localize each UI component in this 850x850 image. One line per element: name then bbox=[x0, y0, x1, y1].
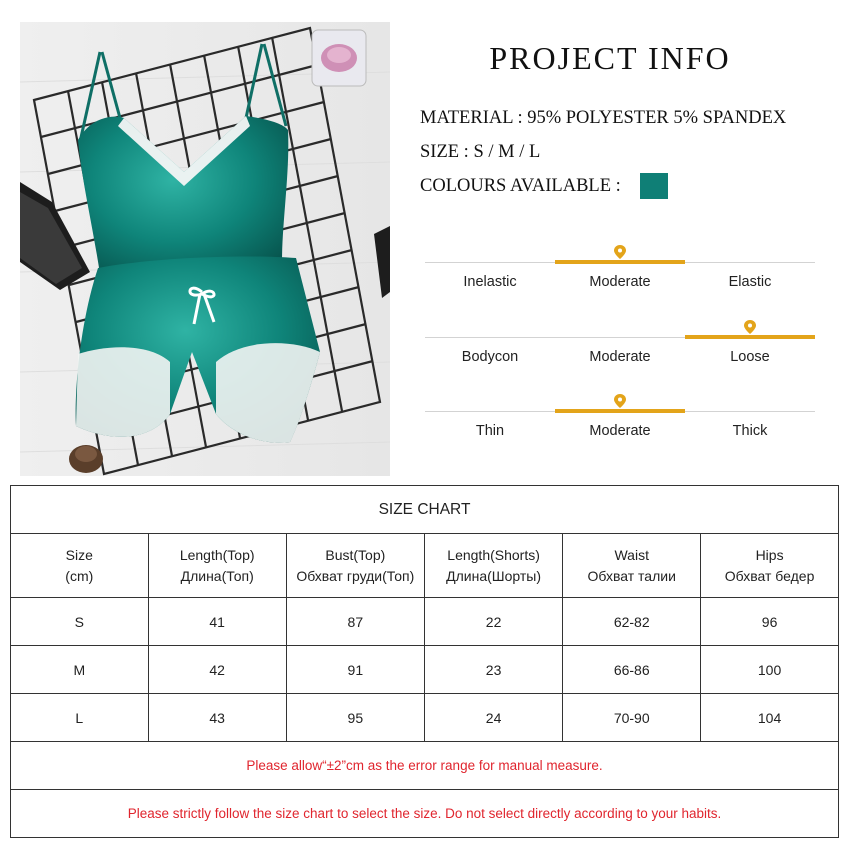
table-header-row bbox=[11, 534, 839, 598]
scale-label: Moderate bbox=[589, 423, 651, 439]
measurement-note: Please allow“±2”cm as the error range for manual measure. bbox=[11, 742, 839, 790]
header-cell: Size (cm) bbox=[11, 534, 149, 598]
header-cell: Waist Обхват талии bbox=[563, 534, 701, 598]
scale-label: Elastic bbox=[728, 274, 772, 290]
table-cell: 87 bbox=[286, 598, 424, 646]
scale-selected-bar bbox=[555, 409, 685, 413]
location-pin-icon bbox=[613, 244, 627, 260]
scale-label: Loose bbox=[730, 349, 770, 365]
size-advice-note: Please strictly follow the size chart to select the size. Do not select directly according to your habits. bbox=[11, 790, 839, 838]
table-cell: 62-82 bbox=[563, 598, 701, 646]
location-pin-icon bbox=[613, 393, 627, 409]
scale-label: Thick bbox=[732, 423, 768, 439]
material-text: MATERIAL : 95% POLYESTER 5% SPANDEX bbox=[420, 108, 787, 128]
location-pin-icon bbox=[743, 319, 757, 335]
table-row bbox=[11, 598, 839, 646]
table-cell: 41 bbox=[148, 598, 286, 646]
scale-selected-bar bbox=[555, 260, 685, 264]
table-cell: L bbox=[11, 694, 149, 742]
size-text: SIZE : S / M / L bbox=[420, 142, 541, 162]
scale-label: Moderate bbox=[589, 349, 651, 365]
thickness-scale bbox=[425, 411, 815, 441]
elasticity-scale bbox=[425, 262, 815, 292]
scale-label: Moderate bbox=[589, 274, 651, 290]
header-cell: Length(Shorts) Длина(Шорты) bbox=[424, 534, 562, 598]
table-cell: 95 bbox=[286, 694, 424, 742]
header-cell: Bust(Top) Обхват груди(Топ) bbox=[286, 534, 424, 598]
table-cell: 70-90 bbox=[563, 694, 701, 742]
table-cell: 22 bbox=[424, 598, 562, 646]
scale-label: Thin bbox=[475, 423, 505, 439]
table-row bbox=[11, 646, 839, 694]
table-cell: S bbox=[11, 598, 149, 646]
table-cell: M bbox=[11, 646, 149, 694]
project-info-title: PROJECT INFO bbox=[489, 40, 731, 76]
table-cell: 24 bbox=[424, 694, 562, 742]
product-photo bbox=[20, 22, 390, 476]
table-row bbox=[11, 694, 839, 742]
size-chart-table bbox=[10, 485, 839, 838]
pinecone bbox=[69, 445, 103, 473]
colour-swatch bbox=[640, 173, 668, 199]
scale-label: Inelastic bbox=[463, 274, 517, 290]
colours-text: COLOURS AVAILABLE : bbox=[420, 176, 621, 196]
table-cell: 43 bbox=[148, 694, 286, 742]
table-cell: 91 bbox=[286, 646, 424, 694]
fit-scale bbox=[425, 337, 815, 367]
scale-label: Bodycon bbox=[461, 349, 519, 365]
table-cell: 42 bbox=[148, 646, 286, 694]
header-cell: Length(Top) Длина(Топ) bbox=[148, 534, 286, 598]
size-chart-title: SIZE CHART bbox=[11, 486, 839, 534]
table-cell: 104 bbox=[701, 694, 839, 742]
candle bbox=[312, 30, 366, 86]
header-cell: Hips Обхват бедер bbox=[701, 534, 839, 598]
scale-selected-bar bbox=[685, 335, 815, 339]
table-cell: 66-86 bbox=[563, 646, 701, 694]
table-cell: 96 bbox=[701, 598, 839, 646]
table-cell: 23 bbox=[424, 646, 562, 694]
table-cell: 100 bbox=[701, 646, 839, 694]
